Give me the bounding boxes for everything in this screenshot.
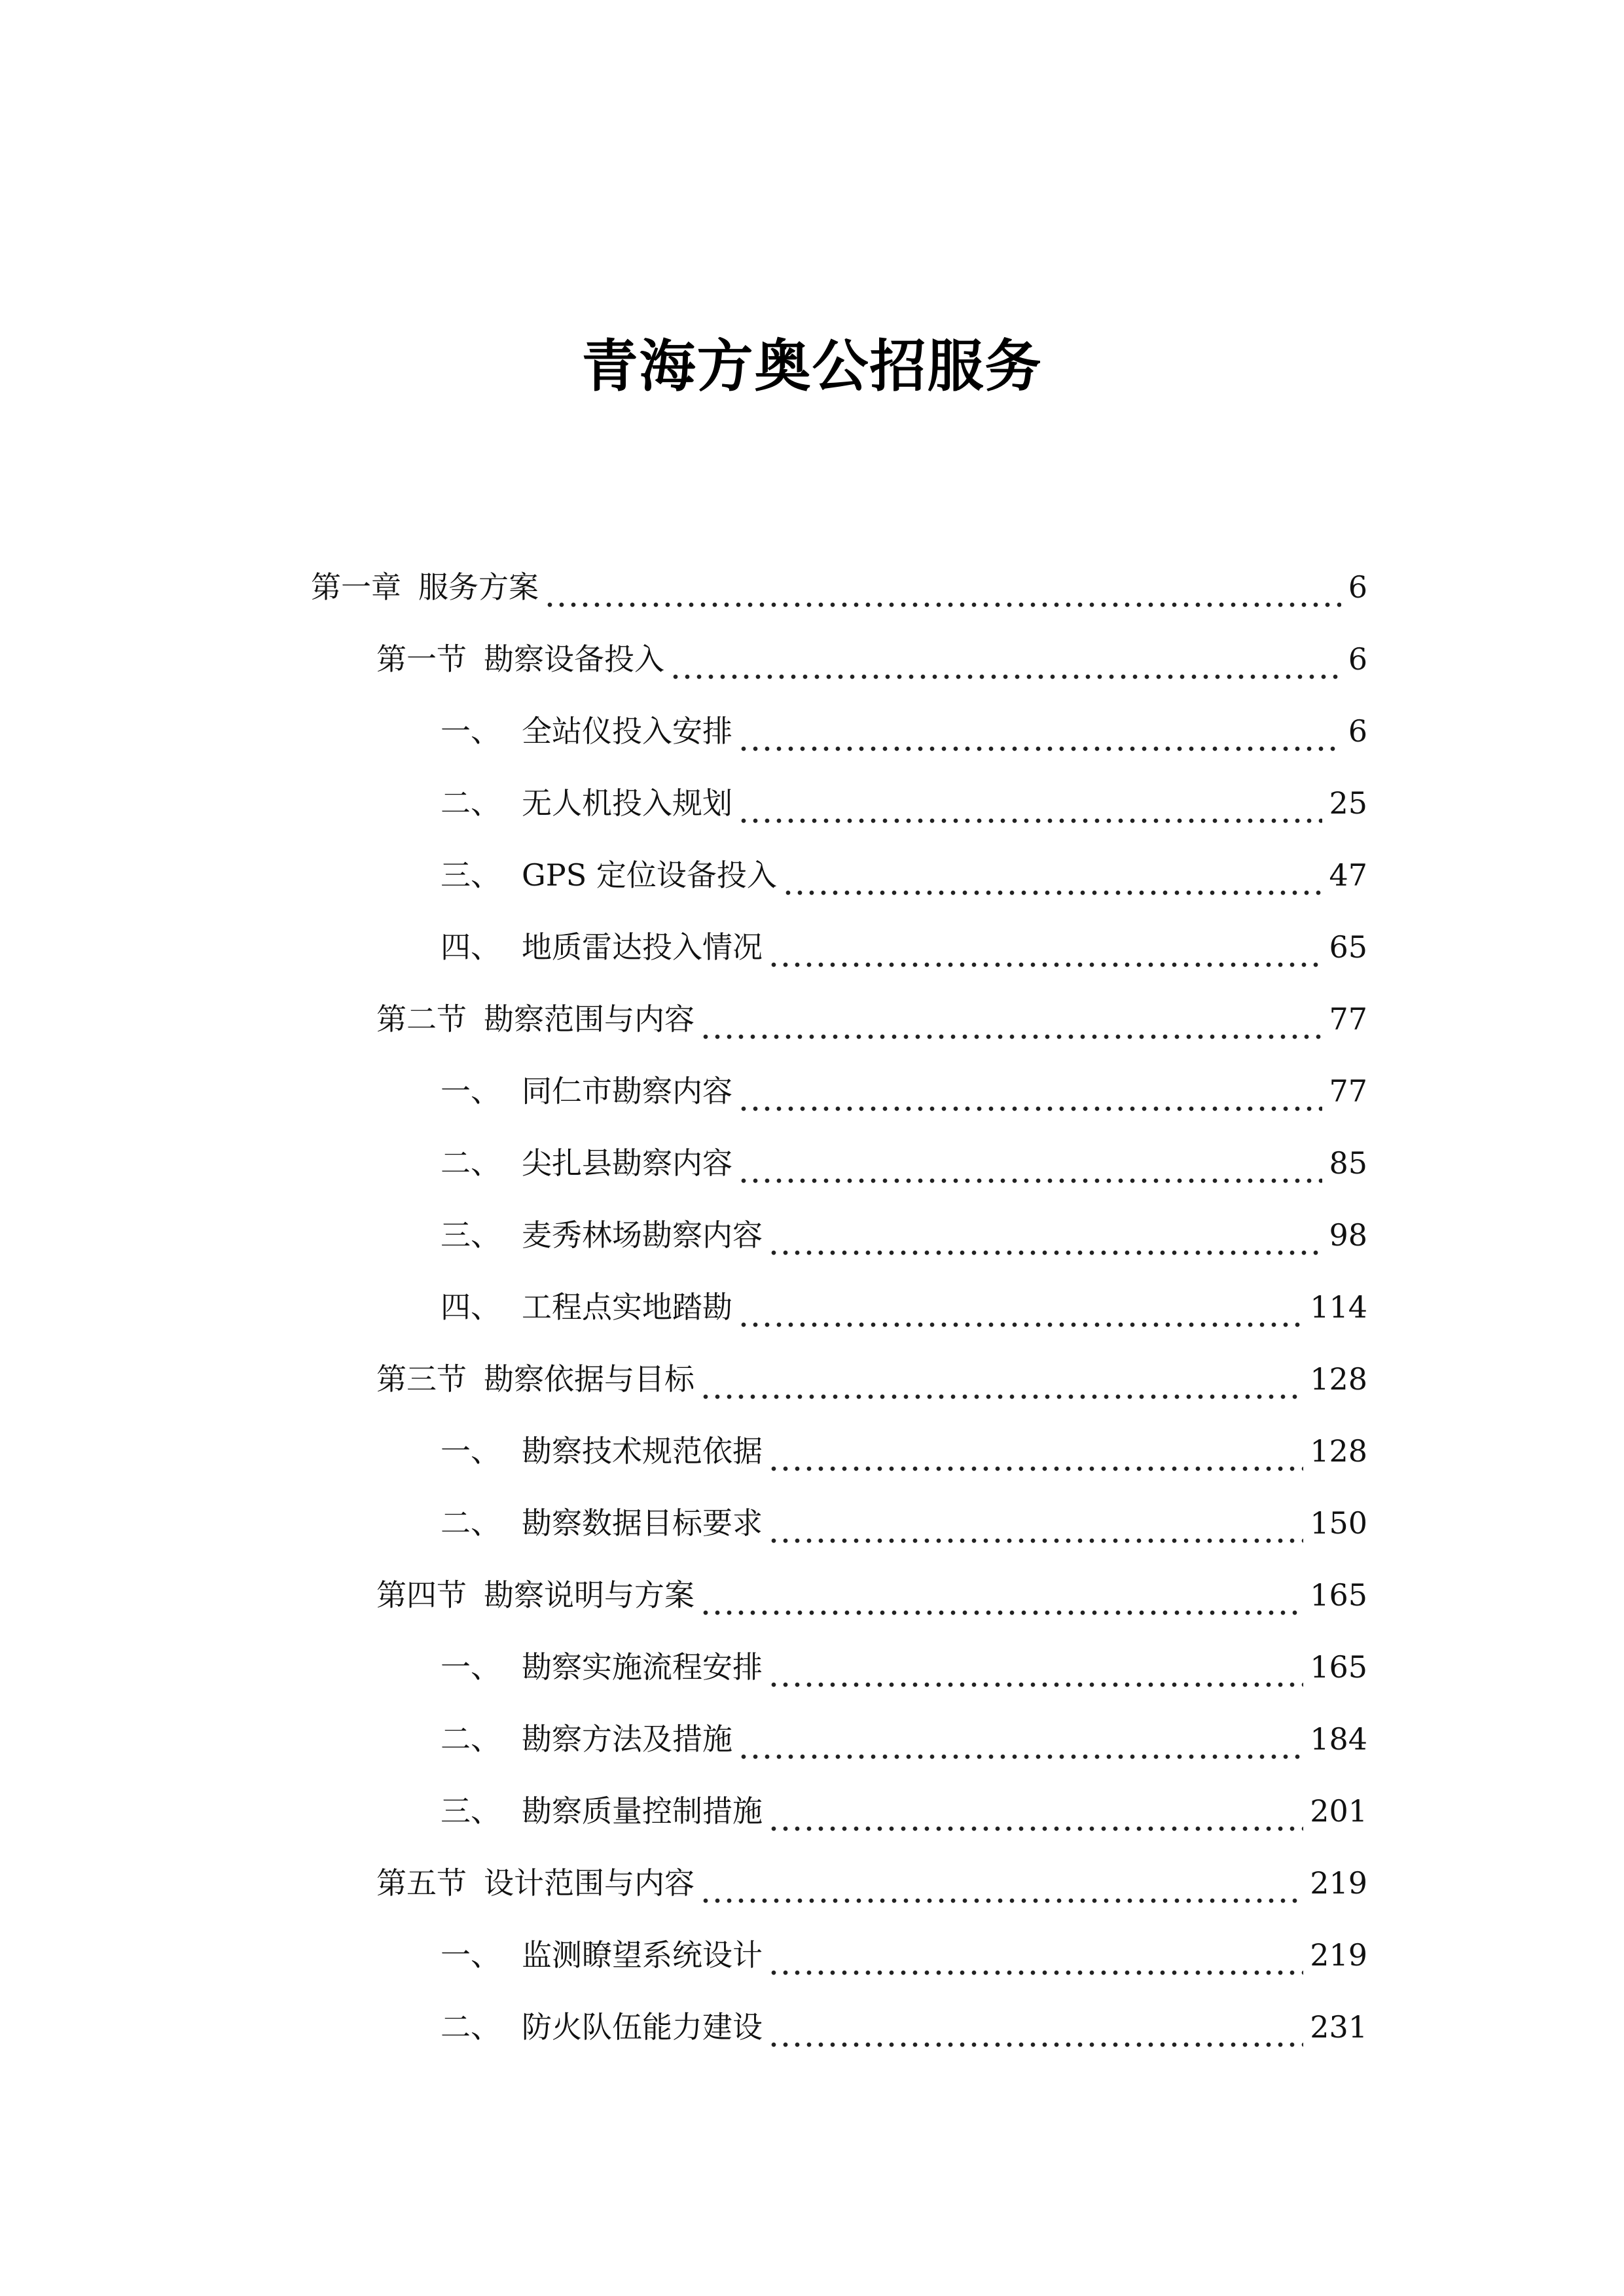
toc-entry-number: 三、 — [441, 1793, 501, 1829]
toc-entry-page: 98 — [1329, 1217, 1367, 1253]
toc-entry-number: 四、 — [441, 929, 501, 965]
toc-entry-section-1[interactable] — [376, 633, 1367, 685]
toc-entry-page: 77 — [1329, 1073, 1367, 1109]
toc-entry-item-1-2[interactable] — [441, 777, 1367, 829]
toc-entry-item-4-3[interactable] — [441, 1785, 1367, 1837]
toc-entry-number: 二、 — [441, 785, 501, 821]
toc-entry-page: 231 — [1310, 2009, 1367, 2045]
toc-dot-leader — [738, 705, 1341, 757]
toc-entry-page: 25 — [1329, 785, 1367, 821]
toc-dot-leader — [738, 1713, 1303, 1765]
toc-entry-item-3-2[interactable] — [441, 1497, 1367, 1549]
toc-entry-section-3[interactable] — [376, 1353, 1367, 1405]
toc-entry-item-2-2[interactable] — [441, 1137, 1367, 1189]
toc-entry-number: 第五节 — [376, 1865, 467, 1901]
toc-entry-item-5-2[interactable] — [441, 2001, 1367, 2053]
toc-entry-title: 地质雷达投入情况 — [522, 929, 763, 965]
toc-entry-page: 219 — [1310, 1865, 1367, 1901]
toc-entry-title: 设计范围与内容 — [484, 1865, 695, 1901]
toc-entry-page: 85 — [1329, 1145, 1367, 1181]
toc-entry-page: 47 — [1329, 857, 1367, 893]
toc-dot-leader — [738, 1137, 1322, 1189]
toc-dot-leader — [768, 1497, 1303, 1549]
toc-entry-number: 四、 — [441, 1289, 501, 1325]
toc-dot-leader — [738, 1065, 1322, 1117]
toc-entry-item-1-1[interactable] — [441, 705, 1367, 757]
toc-entry-title: 勘察数据目标要求 — [522, 1505, 763, 1541]
toc-entry-title: 全站仪投入安排 — [522, 713, 732, 749]
toc-dot-leader — [738, 777, 1322, 829]
toc-entry-title: 防火队伍能力建设 — [522, 2009, 763, 2045]
toc-entry-number: 第一节 — [376, 641, 467, 677]
toc-entry-item-5-1[interactable] — [441, 1929, 1367, 1981]
toc-dot-leader — [700, 1857, 1303, 1909]
toc-entry-page: 165 — [1310, 1577, 1367, 1613]
toc-dot-leader — [670, 633, 1341, 685]
toc-dot-leader — [544, 561, 1341, 613]
toc-entry-title: 勘察说明与方案 — [484, 1577, 695, 1613]
toc-entry-number: 第一章 — [311, 569, 401, 605]
toc-entry-number: 二、 — [441, 2009, 501, 2045]
toc-entry-page: 114 — [1310, 1289, 1367, 1325]
toc-entry-item-3-1[interactable] — [441, 1425, 1367, 1477]
toc-entry-page: 6 — [1348, 641, 1367, 677]
toc-entry-section-5[interactable] — [376, 1857, 1367, 1909]
toc-entry-title: 勘察实施流程安排 — [522, 1649, 763, 1685]
toc-entry-title: 勘察质量控制措施 — [522, 1793, 763, 1829]
toc-entry-number: 二、 — [441, 1721, 501, 1757]
toc-entry-item-2-3[interactable] — [441, 1209, 1367, 1261]
toc-entry-page: 77 — [1329, 1001, 1367, 1037]
toc-entry-page: 6 — [1348, 713, 1367, 749]
toc-entry-number: 二、 — [441, 1145, 501, 1181]
toc-dot-leader — [700, 1353, 1303, 1405]
toc-dot-leader — [700, 1569, 1303, 1621]
toc-entry-title: 勘察设备投入 — [484, 641, 664, 677]
toc-entry-number: 一、 — [441, 1433, 501, 1469]
toc-entry-title: 尖扎县勘察内容 — [522, 1145, 732, 1181]
toc-entry-page: 6 — [1348, 569, 1367, 605]
toc-entry-number: 一、 — [441, 1937, 501, 1973]
toc-entry-number: 第四节 — [376, 1577, 467, 1613]
toc-entry-title: 勘察依据与目标 — [484, 1361, 695, 1397]
toc-dot-leader — [768, 2001, 1303, 2053]
toc-entry-chapter-1[interactable] — [311, 561, 1367, 613]
toc-entry-item-1-4[interactable] — [441, 921, 1367, 973]
toc-entry-number: 一、 — [441, 1649, 501, 1685]
toc-entry-title: 同仁市勘察内容 — [522, 1073, 732, 1109]
toc-dot-leader — [700, 993, 1322, 1045]
toc-entry-section-2[interactable] — [376, 993, 1367, 1045]
toc-entry-item-1-3[interactable] — [441, 849, 1367, 901]
toc-entry-title: GPS 定位设备投入 — [522, 857, 777, 893]
toc-entry-item-4-2[interactable] — [441, 1713, 1367, 1765]
toc-entry-item-2-4[interactable] — [441, 1281, 1367, 1333]
toc-dot-leader — [782, 849, 1323, 901]
toc-entry-section-4[interactable] — [376, 1569, 1367, 1621]
toc-entry-page: 201 — [1310, 1793, 1367, 1829]
toc-entry-number: 第三节 — [376, 1361, 467, 1397]
toc-entry-item-2-1[interactable] — [441, 1065, 1367, 1117]
toc-entry-title: 勘察范围与内容 — [484, 1001, 695, 1037]
toc-entry-page: 65 — [1329, 929, 1367, 965]
toc-entry-page: 184 — [1310, 1721, 1367, 1757]
toc-dot-leader — [768, 1641, 1303, 1693]
toc-entry-number: 二、 — [441, 1505, 501, 1541]
toc-entry-title: 无人机投入规划 — [522, 785, 732, 821]
toc-entry-number: 一、 — [441, 713, 501, 749]
toc-entry-number: 一、 — [441, 1073, 501, 1109]
toc-entry-page: 150 — [1310, 1505, 1367, 1541]
toc-entry-title: 服务方案 — [418, 569, 539, 605]
toc-entry-number: 第二节 — [376, 1001, 467, 1037]
toc-dot-leader — [768, 1929, 1303, 1981]
toc-entry-title: 勘察方法及措施 — [522, 1721, 732, 1757]
toc-dot-leader — [768, 1425, 1303, 1477]
toc-entry-page: 219 — [1310, 1937, 1367, 1973]
toc-entry-number: 三、 — [441, 857, 501, 893]
toc-entry-title: 麦秀林场勘察内容 — [522, 1217, 763, 1253]
toc-entry-title: 工程点实地踏勘 — [522, 1289, 732, 1325]
toc-dot-leader — [768, 1209, 1322, 1261]
toc-entry-title: 勘察技术规范依据 — [522, 1433, 763, 1469]
toc-dot-leader — [768, 1785, 1303, 1837]
document-title: 青海方奥公招服务 — [581, 334, 1043, 399]
toc-entry-title: 监测瞭望系统设计 — [522, 1937, 763, 1973]
toc-entry-number: 三、 — [441, 1217, 501, 1253]
toc-entry-page: 128 — [1310, 1433, 1367, 1469]
toc-entry-page: 128 — [1310, 1361, 1367, 1397]
toc-entry-page: 165 — [1310, 1649, 1367, 1685]
toc-entry-item-4-1[interactable] — [441, 1641, 1367, 1693]
toc-dot-leader — [738, 1281, 1303, 1333]
toc-dot-leader — [768, 921, 1322, 973]
